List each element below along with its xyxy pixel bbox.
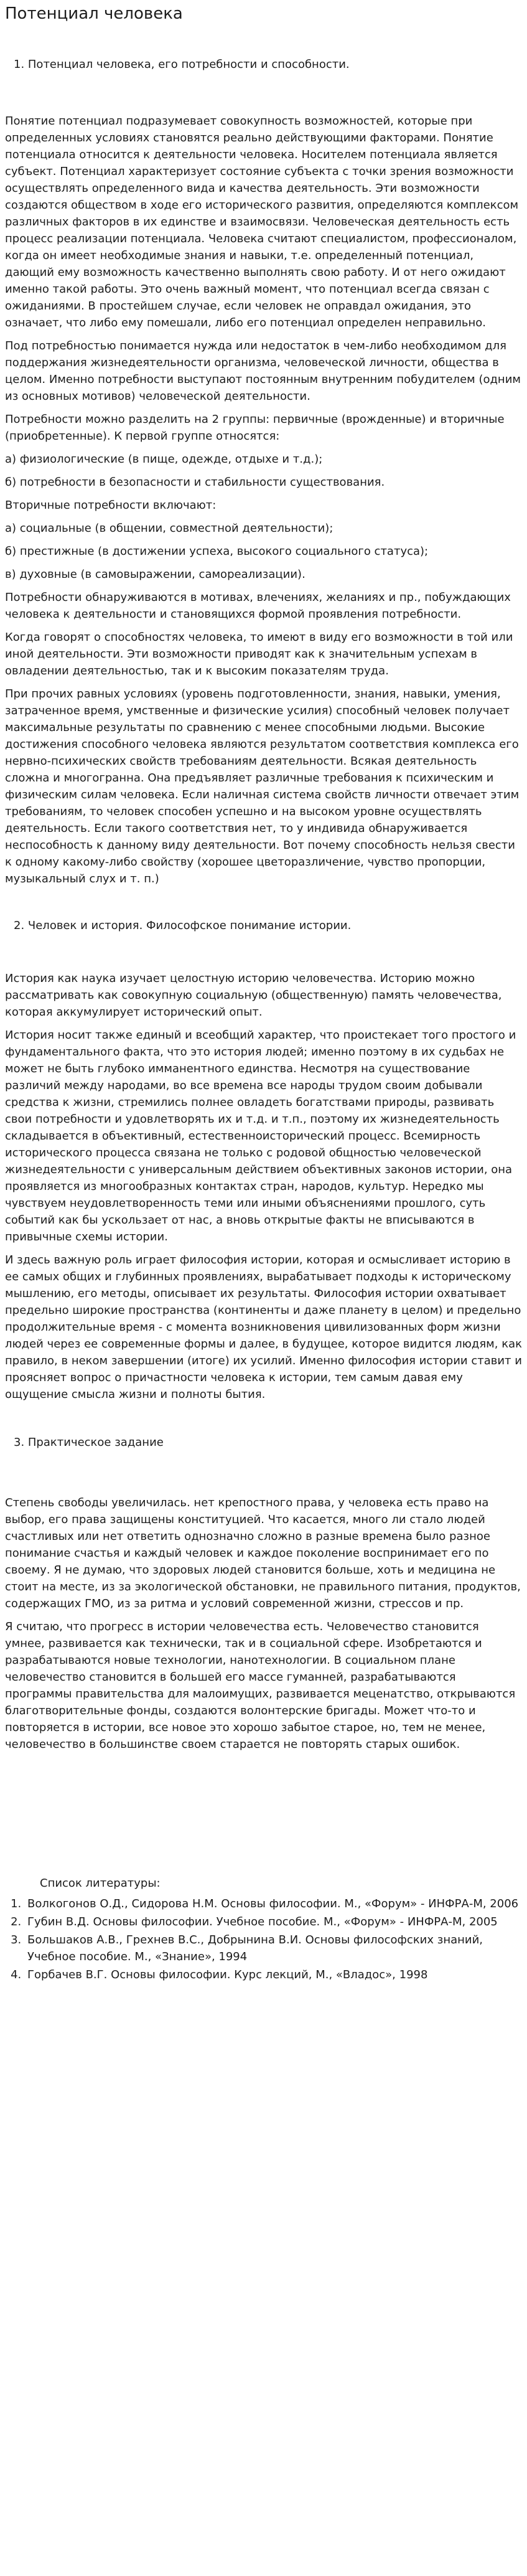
- document-page: [0, 4, 527, 2028]
- paragraph: б) престижные (в достижении успеха, высокого социального статуса);: [5, 545, 429, 558]
- references-list: [5, 1895, 522, 1983]
- reference-item: 1. Волкогонов О.Д., Сидорова Н.М. Основы философии. М., «Форум» - ИНФРА-М, 2006: [25, 1895, 522, 1912]
- paragraph: Под потребностью понимается нужда или недостаток в чем-либо необходимом для поддержания жизнедеятельности организма, человеческой личности, общества в целом. Именно потребности выступают постоянным внутренним побудителем (одним из основных мотивов) человеческой деятельности.: [5, 339, 521, 403]
- section-heading: 3. Практическое задание: [14, 1436, 164, 1449]
- paragraph: а) физиологические (в пище, одежде, отдыхе и т.д.);: [5, 453, 323, 466]
- references-heading: Список литературы:: [40, 1877, 161, 1890]
- paragraph: Когда говорят о способностях человека, то имеют в виду его возможности в той или иной деятельности. Эти возможности приводят как к значительным успехам в овладении деятельностью, так и к высоким показателям труда.: [5, 631, 513, 677]
- reference-item: 2. Губин В.Д. Основы философии. Учебное пособие. М., «Форум» - ИНФРА-М, 2005: [25, 1913, 522, 1930]
- paragraph: а) социальные (в общении, совместной деятельности);: [5, 522, 333, 535]
- section-heading: 2. Человек и история. Философское понимание истории.: [14, 919, 352, 932]
- reference-item: 4. Горбачев В.Г. Основы философии. Курс лекций, М., «Владос», 1998: [25, 1966, 522, 1983]
- paragraph: История носит также единый и всеобщий характер, что проистекает того простого и фундаментального факта, что это история людей; именно поэтому в их судьбах не может не быть глубоко имманентного единства. Несмотря на существование различий между народами, во все времена все народы трудом своим добывали средства к жизни, стремились полнее овладеть богатствами природы, развивать свои потребности и удовлетворять их и т.д. и т.п., поэтому их жизнедеятельность складывается в объективный, естественноисторический процесс. Всемирность исторического процесса связана не только с родовой общностью человеческой жизнедеятельности с универсальным действием объективных законов истории, она проявляется из многообразных контактах стран, народов, культур. Нередко мы чувствуем неудовлетворенность теми или иными объяснениями прошлого, суть: [5, 1029, 516, 1210]
- section-heading: 1. Потенциал человека, его потребности и способности.: [14, 58, 350, 71]
- paragraph: Я считаю, что прогресс в истории человечества есть. Человечество становится умнее, развивается как технически, так и в социальной сфере. Изобретаются и разрабатываются новые технологии, нанотехнологии. В социальном плане человечество становится в большей его массе гуманней, разрабатываются программы правительства для малоимущих, развивается меценатство, открываются благотворительные фонды, создаются волонтерские бригады. Может что-то и повторяется в истории, все новое это хорошо забытое старое, но, тем не менее, человечество в большинстве своем старается не повторять старых ошибок.: [5, 1620, 516, 1751]
- section-history: [5, 917, 522, 1403]
- reference-item: 3. Большаков А.В., Грехнев В.С., Добрынина В.И. Основы философских знаний, Учебное пособие. М., «Знание», 1994: [25, 1932, 522, 1965]
- paragraph: История как наука изучает целостную историю человечества. Историю можно рассматривать как совокупную социальную (общественную) память человечества, которая аккумулирует исторический опыт.: [5, 972, 502, 1019]
- paragraph: в) духовные (в самовыражении, самореализации).: [5, 568, 305, 581]
- paragraph: Степень свободы увеличилась. нет крепостного права, у человека есть право на выбор, его права защищены конституцией. Что касается, много ли стало людей счастливых или нет ответить однозначно сложно в разные времена было разное понимание счастья и каждый человек и каждое поколение воспринимает его по своему. Я не думаю, что здоровых людей становится больше, хоть и медицина не стоит на месте, из за экологической обстановки, не правильного питания, продуктов, содержащих ГМО, из за ритма и условий современной жизни, стрессов и пр.: [5, 1496, 521, 1610]
- paragraph: Понятие потенциал подразумевает совокупность возможностей, которые при определенных условиях становятся реально действующими факторами. Понятие потенциала относится к деятельности человека. Носителем потенциала является субъект. Потенциал характеризует состояние субъекта с точки зрения возможности осуществлять определенного вида и качества деятельность. Эти возможности создаются обществом в ходе его исторического развития, определяются комплексом различных факторов в их единстве и взаимосвязи. Человеческая деятельность есть процесс реализации потенциала. Человека считают специалистом, профессионалом, когда он имеет необходимые знания и навыки, т.е. определенный потенциал, дающий ему возможность качественно выполнять свою работу. И от него ожидают именно такой работы. Это очень важный момент, что потенциал всегда связан с ожиданиями. В простейшем случае, если человек не оправдал ожидания, это означает, что либо ему помешали, либо его потенциал определен неправильно.: [5, 115, 519, 329]
- section-practical-task: [5, 1434, 522, 1753]
- document-title: Потенциал человека: [5, 4, 183, 23]
- paragraph: Вторичные потребности включают:: [5, 499, 217, 512]
- paragraph: И здесь важную роль играет философия истории, которая и осмысливает историю в ее самых общих и глубинных проявлениях, вырабатывает подходы к историческому мышлению, его методы, описывает их результаты. Философия истории охватывает предельно широкие пространства (континенты и даже планету в целом) и предельно продолжительные время - с момента возникновения цивилизованных форм жизни людей через ее современные формы и далее, в будущее, которое видится людям, как правило, в неком завершении (итоге) их усилий. Именно философия истории ставит и проясняет вопрос о причастности человека к истории, тем самым давая ему ощущение смысла жизни и полноты бытия.: [5, 1253, 522, 1401]
- paragraph: Потребности обнаруживаются в мотивах, влечениях, желаниях и пр., побуждающих человека к деятельности и становящихся формой проявления потребности.: [5, 591, 511, 621]
- paragraph: событий как бы ускользает от нас, а вновь открытые факты не вписываются в привычные схемы истории.: [5, 1214, 475, 1243]
- paragraph: Потребности можно разделить на 2 группы: первичные (врожденные) и вторичные (приобретенные). К первой группе относятся:: [5, 413, 505, 443]
- section-potential: [5, 56, 522, 887]
- paragraph: При прочих равных условиях (уровень подготовленности, знания, навыки, умения, затраченное время, умственные и физические усилия) способный человек получает максимальные результаты по сравнению с менее способными людьми. Высокие достижения способного человека являются результатом соответствия комплекса его нервно-психических свойств требованиям деятельности. Всякая деятельность сложна и многогранна. Она предъявляет различные требования к психическим и физическим силам человека. Если наличная система свойств личности отвечает этим требованиям, то человек способен успешно и на высоком уровне осуществлять деятельность. Если такого соответствия нет, то у индивида обнаруживается неспособность к данному виду деятельности. Вот почему способность нельзя свести к одному какому-либо свойству (хорошее цветоразличение, чувство пропорции, музыкальный слух и т. п.): [5, 687, 520, 885]
- references-section: [5, 1875, 522, 1983]
- paragraph: б) потребности в безопасности и стабильности существования.: [5, 476, 385, 489]
